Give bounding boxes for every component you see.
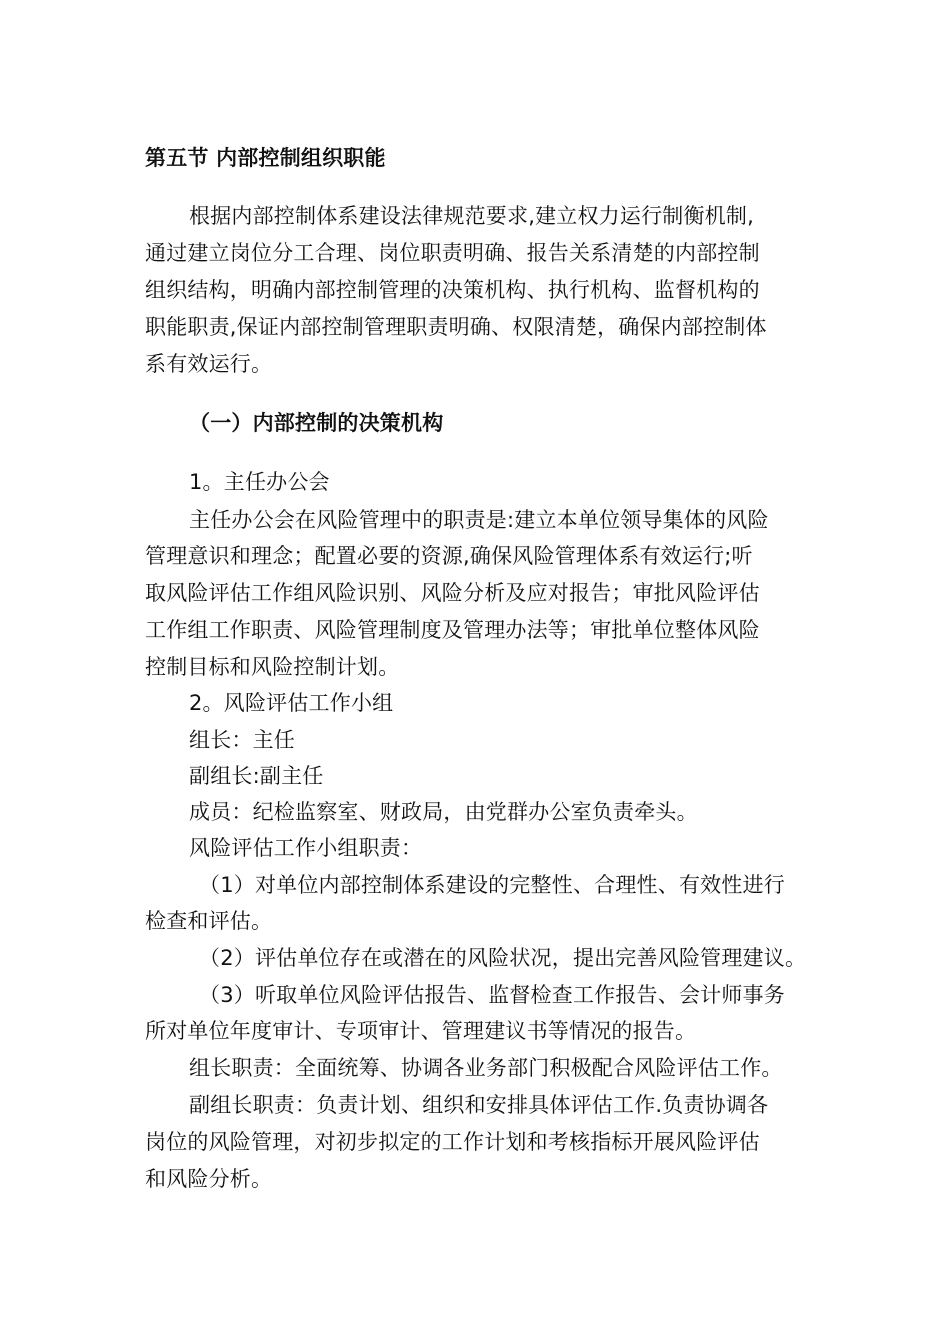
deputy-duty-line-1: 副组长职责：负责计划、组织和安排具体评估工作.负责协调各 [189, 1093, 769, 1117]
deputy-leader: 副组长:副主任 [189, 764, 324, 788]
item1-title: 1。主任办公会 [189, 470, 330, 494]
duty-1-line-1: （1）对单位内部控制体系建设的完整性、合理性、有效性进行 [199, 873, 785, 897]
intro-line-2: 通过建立岗位分工合理、岗位职责明确、报告关系清楚的内部控制 [145, 241, 760, 265]
duty-2-line: （2）评估单位存在或潜在的风险状况，提出完善风险管理建议。 [199, 946, 807, 970]
intro-line-3: 组织结构，明确内部控制管理的决策机构、执行机构、监督机构的 [145, 278, 760, 302]
team-leader: 组长：主任 [189, 728, 295, 752]
item1-line-5: 控制目标和风险控制计划。 [145, 655, 400, 679]
item1-line-2: 管理意识和理念；配置必要的资源,确保风险管理体系有效运行;听 [145, 544, 753, 568]
intro-line-5: 系有效运行。 [145, 352, 273, 376]
section-title: 第五节 内部控制组织职能 [145, 146, 386, 170]
leader-duty: 组长职责：全面统筹、协调各业务部门积极配合风险评估工作。 [189, 1056, 783, 1080]
duty-3-line-1: （3）听取单位风险评估报告、监督检查工作报告、会计师事务 [199, 983, 785, 1007]
deputy-duty-line-2: 岗位的风险管理，对初步拟定的工作计划和考核指标开展风险评估 [145, 1130, 760, 1154]
duties-heading: 风险评估工作小组职责： [189, 836, 423, 860]
subsection-title: （一）内部控制的决策机构 [189, 411, 444, 435]
item1-line-4: 工作组工作职责、风险管理制度及管理办法等；审批单位整体风险 [145, 618, 760, 642]
duty-1-line-2: 检查和评估。 [145, 909, 273, 933]
intro-line-4: 职能职责,保证内部控制管理职责明确、权限清楚，确保内部控制体 [145, 315, 767, 339]
item1-line-3: 取风险评估工作组风险识别、风险分析及应对报告；审批风险评估 [145, 581, 760, 605]
deputy-duty-line-3: 和风险分析。 [145, 1167, 273, 1191]
item2-title: 2。风险评估工作小组 [189, 691, 394, 715]
item1-line-1: 主任办公会在风险管理中的职责是:建立本单位领导集体的风险 [189, 508, 769, 532]
duty-3-line-2: 所对单位年度审计、专项审计、管理建议书等情况的报告。 [145, 1019, 697, 1043]
team-members: 成员：纪检监察室、财政局，由党群办公室负责牵头。 [189, 800, 698, 824]
intro-line-1: 根据内部控制体系建设法律规范要求,建立权力运行制衡机制, [189, 204, 754, 228]
